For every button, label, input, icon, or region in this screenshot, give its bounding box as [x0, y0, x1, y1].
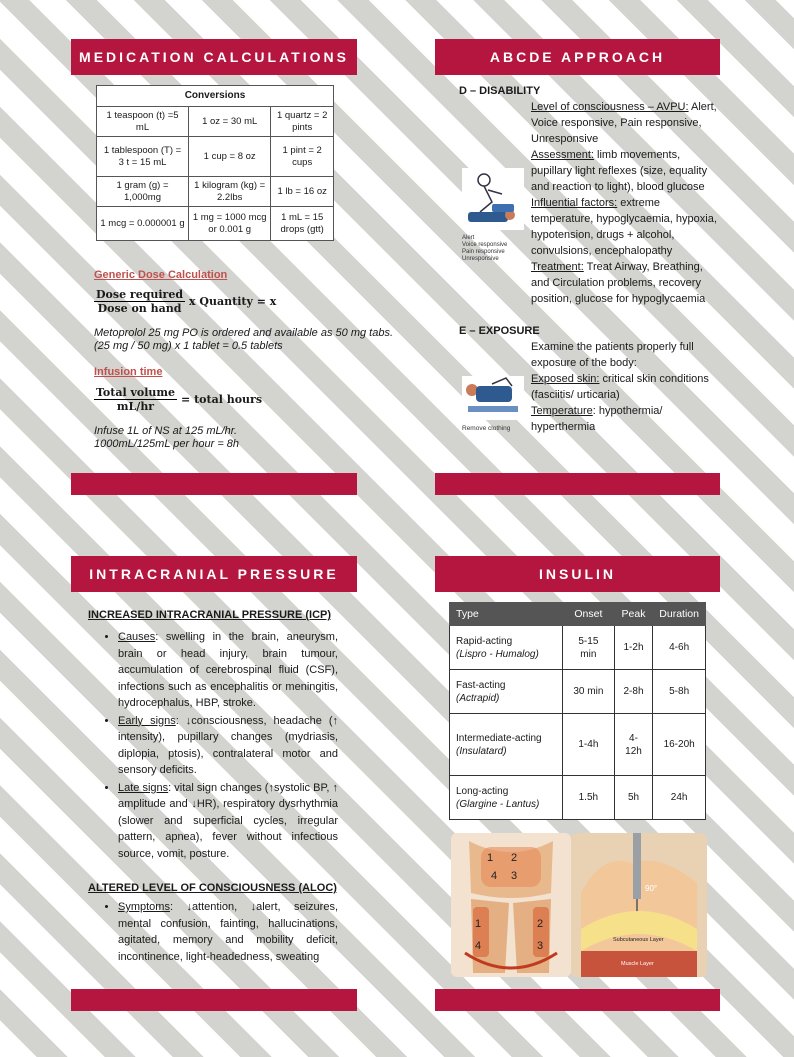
abcde-footer-bar [435, 473, 720, 495]
symptoms-text: : ↓attention, ↓alert, seizures, mental confusion, fainting, hallucinations, agitated, memory and mobility deficit, incontinence, light-headedness, sweating [118, 901, 338, 963]
list-item [118, 629, 338, 712]
conversion-cell: 1 oz = 30 mL [189, 107, 271, 137]
dose-calc-title: Generic Dose Calculation [94, 269, 228, 281]
medication-title-bar [71, 39, 357, 75]
exposure-illustration [462, 376, 524, 432]
peak-cell: 5h [614, 776, 653, 820]
remove-clothing-icon [462, 376, 524, 420]
onset-cell: 1-4h [563, 714, 615, 776]
avpu-illustration [462, 168, 524, 260]
insulin-brand: (Insulatard) [456, 745, 507, 757]
subcutaneous-layer-label: Subcutaneous Layer [613, 937, 664, 943]
onset-cell: 30 min [563, 670, 615, 714]
icp-list [100, 629, 338, 862]
insulin-type: Long-acting [456, 785, 509, 797]
conversion-cell: 1 pint = 2 cups [271, 137, 334, 177]
conversion-cell: 1 mcg = 0.000001 g [97, 207, 189, 241]
symptoms-label: Symptoms [118, 901, 170, 913]
infusion-title: Infusion time [94, 366, 163, 378]
conversions-table [96, 85, 334, 241]
abcde-title-bar [435, 39, 720, 75]
aloc-list-wrapper [100, 899, 338, 966]
table-row [450, 626, 706, 670]
conversion-cell: 1 quartz = 2 pints [271, 107, 334, 137]
icp-list-wrapper [100, 629, 338, 863]
col-onset: Onset [563, 603, 615, 626]
exposure-title: E – EXPOSURE [459, 325, 540, 337]
exposed-skin-label: Exposed skin: [531, 373, 600, 385]
insulin-type: Rapid-acting [456, 635, 513, 647]
conversion-cell: 1 mg = 1000 mcg or 0.001 g [189, 207, 271, 241]
exposure-caption: Remove clothing [462, 425, 511, 432]
dose-example-line-1: Metoprolol 25 mg PO is ordered and available as 50 mg tabs. [94, 327, 393, 339]
site-number: 4 [491, 870, 498, 882]
subcutaneous-injection-illustration [571, 833, 707, 977]
infusion-numerator: Total volume [96, 386, 176, 399]
insulin-brand: (Lispro - Humalog) [456, 648, 539, 660]
conversion-cell: 1 teaspoon (t) =5 mL [97, 107, 189, 137]
insulin-type-cell [450, 776, 563, 820]
site-number: 2 [537, 918, 544, 930]
peak-cell: 2-8h [614, 670, 653, 714]
onset-cell: 5-15 min [563, 626, 615, 670]
dose-formula [94, 288, 276, 315]
col-type: Type [450, 603, 563, 626]
insulin-brand: (Glargine - Lantus) [456, 798, 540, 810]
insulin-type-cell [450, 714, 563, 776]
infusion-denominator: mL/hr [116, 400, 155, 413]
duration-cell: 4-6h [653, 626, 706, 670]
onset-cell: 1.5h [563, 776, 615, 820]
icp-title-bar [71, 556, 357, 592]
site-number: 1 [487, 852, 494, 864]
conversion-cell: 1 kilogram (kg) = 2.2lbs [189, 177, 271, 207]
insulin-type: Fast-acting [456, 679, 506, 691]
infusion-formula [94, 386, 262, 413]
aloc-list [100, 899, 338, 965]
table-row [450, 776, 706, 820]
treatment-label: Treatment: [531, 261, 584, 273]
insulin-type: Intermediate-acting [456, 732, 542, 744]
exposure-text [531, 339, 711, 435]
col-duration: Duration [653, 603, 706, 626]
site-number: 3 [511, 870, 518, 882]
conversion-cell: 1 mL = 15 drops (gtt) [271, 207, 334, 241]
injection-sites-illustration [451, 833, 571, 977]
disability-title: D – DISABILITY [459, 85, 541, 97]
muscle-layer-label: Muscle Layer [621, 961, 654, 967]
disability-text [531, 99, 719, 307]
dose-example-line-2: (25 mg / 50 mg) x 1 tablet = 0.5 tablets [94, 340, 283, 352]
list-item [118, 780, 338, 863]
site-number: 2 [511, 852, 518, 864]
site-number: 1 [475, 918, 482, 930]
conversion-cell: 1 lb = 16 oz [271, 177, 334, 207]
infusion-fraction [94, 386, 177, 413]
icp-title: INTRACRANIAL PRESSURE [89, 566, 339, 582]
icp-heading: INCREASED INTRACRANIAL PRESSURE (ICP) [88, 609, 332, 621]
insulin-brand: (Actrapid) [456, 692, 500, 704]
treatment-text: Treat Airway, Breathing, and Circulation problems, recovery position, glucose for hypoglycaemia [531, 261, 706, 305]
exposure-intro: Examine the patients properly full exposure of the body: [531, 341, 694, 369]
insulin-title: INSULIN [539, 566, 616, 582]
loc-label: Level of consciousness – AVPU: [531, 101, 689, 113]
influential-label: Influential factors: [531, 197, 618, 209]
conversion-cell: 1 tablespoon (T) = 3 t = 15 mL [97, 137, 189, 177]
table-row [450, 714, 706, 776]
aloc-heading: ALTERED LEVEL OF CONSCIOUSNESS (ALOC) [88, 882, 337, 894]
dose-formula-rest: x Quantity = x [189, 295, 277, 308]
conversion-cell: 1 gram (g) = 1,000mg [97, 177, 189, 207]
late-signs-label: Late signs [118, 781, 169, 794]
exposed-skin-text: critical skin conditions (fasciitis/ urticaria) [531, 373, 709, 401]
dose-fraction [94, 288, 185, 315]
caption-voice: Voice responsive [462, 242, 508, 248]
temperature-label: Temperature [531, 405, 593, 417]
temperature-text: : hypothermia/ hyperthermia [531, 405, 663, 433]
site-number: 4 [475, 940, 482, 952]
insulin-title-bar [435, 556, 720, 592]
loc-text: Alert, Voice responsive, Pain responsive, Unresponsive [531, 101, 717, 145]
early-signs-label: Early signs [118, 714, 176, 727]
col-peak: Peak [614, 603, 653, 626]
dose-denominator: Dose on hand [97, 302, 182, 315]
duration-cell: 16-20h [653, 714, 706, 776]
caption-pain: Pain responsive [462, 249, 505, 255]
insulin-footer-bar [435, 989, 720, 1011]
list-item [118, 713, 338, 779]
medication-title: MEDICATION CALCULATIONS [79, 49, 349, 65]
icp-footer-bar [71, 989, 357, 1011]
conversion-cell: 1 cup = 8 oz [189, 137, 271, 177]
infusion-example-line-1: Infuse 1L of NS at 125 mL/hr. [94, 425, 238, 437]
insulin-table [449, 602, 706, 820]
assessment-text: limb movements, pupillary light reflexes (size, equality and reaction to light), blood glucose [531, 149, 708, 193]
late-signs-text: : vital sign changes (↑systolic BP, ↑ amplitude and ↓HR), respiratory dysrhythmia (slower and superficial cycles, irregular pattern, apnea), fever without infectious source, vomit, posture. [118, 781, 338, 860]
avpu-caption [462, 235, 524, 263]
caption-alert: Alert [462, 235, 475, 241]
infusion-formula-rest: = total hours [181, 393, 263, 406]
patient-assessment-icon [462, 168, 524, 230]
causes-text: : swelling in the brain, aneurysm, brain or head injury, brain tumour, accumulation of cerebrospinal fluid (CSF), infections such as encephalitis or meningitis, hydrocephalus, HBP, stroke. [118, 631, 338, 709]
early-signs-text: : ↓consciousness, headache (↑ intensity), pupillary changes (mydriasis, diplopia, ptosis), contralateral motor and sensory deficits. [118, 714, 339, 776]
table-row [450, 670, 706, 714]
insulin-type-cell [450, 626, 563, 670]
conversions-header: Conversions [97, 86, 334, 107]
dose-numerator: Dose required [96, 288, 184, 301]
influential-text: extreme temperature, hypoglycaemia, hypoxia, hypotension, drugs + alcohol, convulsions, encephalopathy [531, 197, 717, 257]
medication-footer-bar [71, 473, 357, 495]
site-number: 3 [537, 940, 544, 952]
caption-unresponsive: Unresponsive [462, 256, 499, 262]
peak-cell: 1-2h [614, 626, 653, 670]
duration-cell: 24h [653, 776, 706, 820]
abcde-title: ABCDE APPROACH [489, 49, 666, 65]
causes-label: Causes [118, 631, 156, 643]
peak-cell: 4-12h [614, 714, 653, 776]
assessment-label: Assessment: [531, 149, 594, 161]
infusion-example-line-2: 1000mL/125mL per hour = 8h [94, 438, 240, 450]
list-item [118, 899, 338, 965]
duration-cell: 5-8h [653, 670, 706, 714]
insulin-type-cell [450, 670, 563, 714]
angle-label: 90° [645, 884, 658, 893]
